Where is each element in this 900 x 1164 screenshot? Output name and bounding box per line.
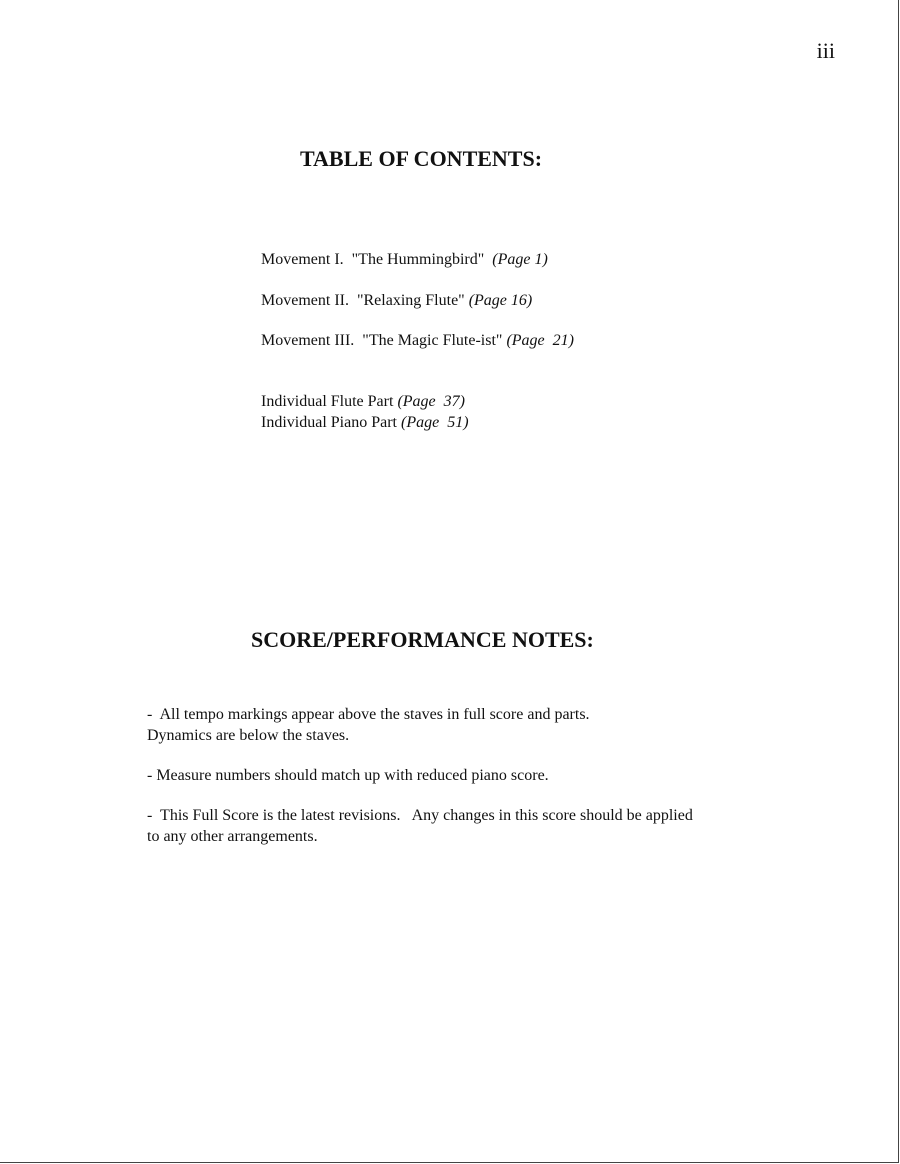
note-item xyxy=(147,805,787,847)
toc-entry-page: (Page 1) xyxy=(492,251,548,268)
toc-entry xyxy=(245,396,469,450)
toc-entry xyxy=(245,314,574,368)
toc-entry-page: (Page 37) xyxy=(397,393,465,410)
toc-entry-label: Individual Flute Part xyxy=(261,393,398,410)
toc-entry-label: Movement II. "Relaxing Flute" xyxy=(261,292,469,309)
toc-entry-label: Movement I. "The Hummingbird" xyxy=(261,251,493,268)
toc-entry-page: (Page 16) xyxy=(468,292,533,309)
note-line: - This Full Score is the latest revisions. Any changes in this score should be applied xyxy=(147,807,693,824)
note-item xyxy=(147,704,787,746)
note-line: - All tempo markings appear above the staves in full score and parts. xyxy=(147,706,590,723)
notes-title: SCORE/PERFORMANCE NOTES: xyxy=(251,627,594,652)
toc-entry-page: (Page 51) xyxy=(400,414,469,431)
toc-entry-page: (Page 21) xyxy=(506,332,574,349)
note-item xyxy=(147,765,787,786)
note-line: Dynamics are below the staves. xyxy=(147,727,350,744)
page-number: iii xyxy=(816,38,835,63)
toc-entry-label: Individual Piano Part xyxy=(261,414,401,431)
note-line: - Measure numbers should match up with reduced piano score. xyxy=(147,767,549,784)
note-line: to any other arrangements. xyxy=(147,828,318,845)
toc-entry-label: Movement III. "The Magic Flute-ist" xyxy=(261,332,507,349)
toc-title: TABLE OF CONTENTS: xyxy=(300,146,543,171)
